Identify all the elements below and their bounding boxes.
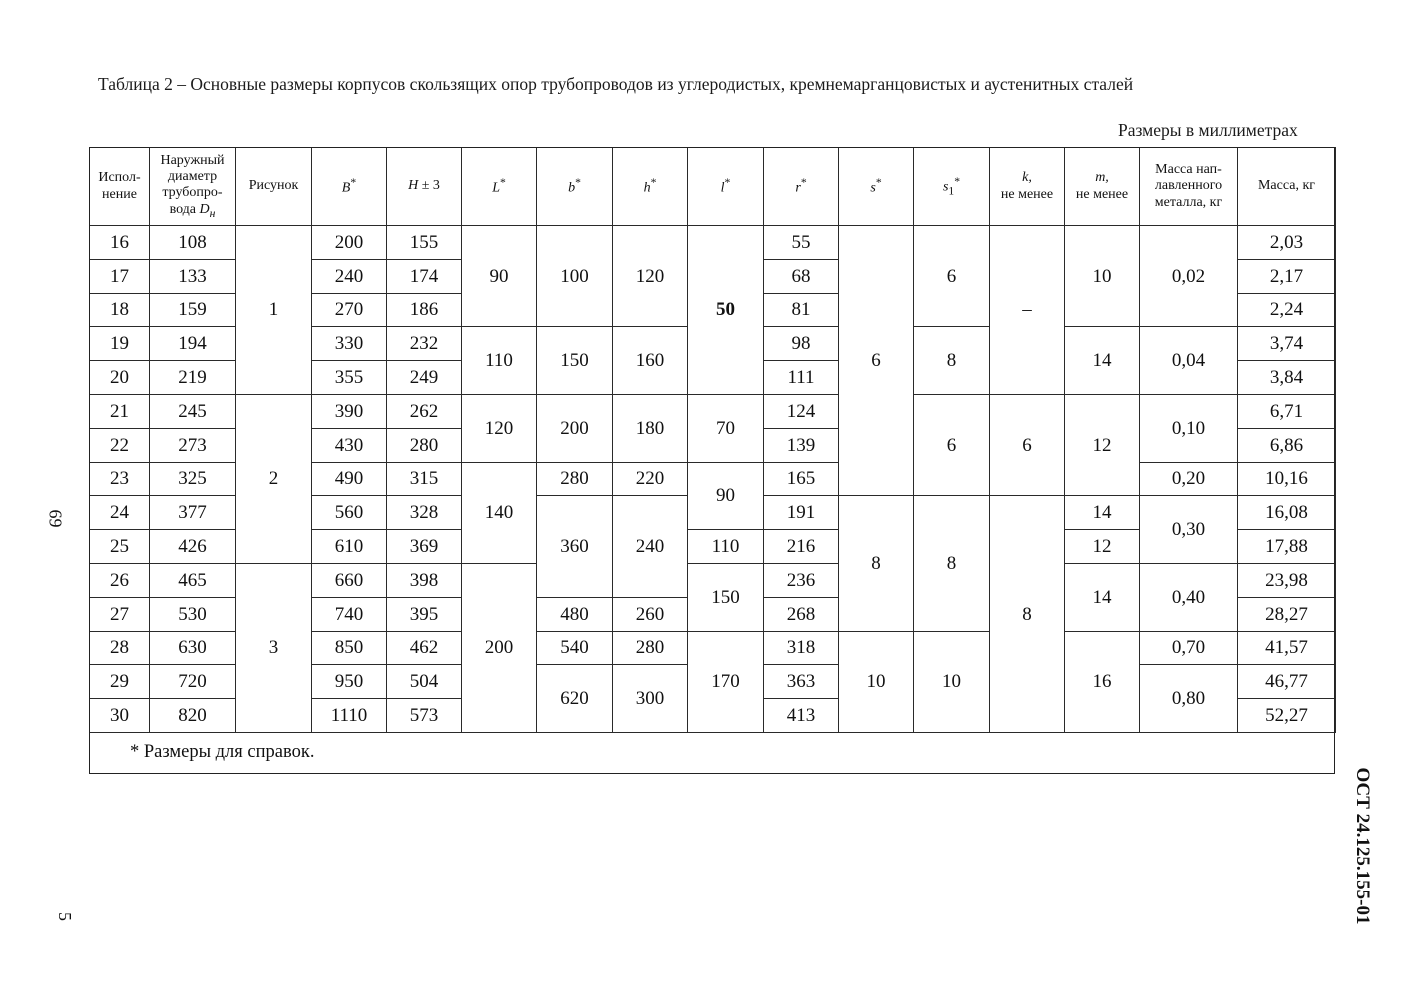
cell-H: 155 — [387, 226, 462, 260]
cell-r: 216 — [764, 530, 839, 564]
cell-k: 6 — [990, 394, 1065, 495]
cell-outer-diameter: 159 — [150, 293, 236, 327]
cell-B: 270 — [312, 293, 387, 327]
cell-outer-diameter: 219 — [150, 361, 236, 395]
cell-b: 150 — [537, 327, 613, 395]
cell-H: 232 — [387, 327, 462, 361]
cell-H: 186 — [387, 293, 462, 327]
cell-outer-diameter: 820 — [150, 699, 236, 733]
header-figure: Рисунок — [236, 148, 312, 226]
cell-B: 1110 — [312, 699, 387, 733]
cell-r: 268 — [764, 597, 839, 631]
cell-b: 480 — [537, 597, 613, 631]
header-m: m, не менее — [1065, 148, 1140, 226]
cell-H: 398 — [387, 563, 462, 597]
header-L: L* — [462, 148, 537, 226]
cell-mass: 2,24 — [1238, 293, 1336, 327]
cell-b: 280 — [537, 462, 613, 496]
cell-B: 330 — [312, 327, 387, 361]
cell-weld-mass: 0,40 — [1140, 563, 1238, 631]
header-s1: $s_1^*$ — [914, 148, 990, 226]
cell-B: 200 — [312, 226, 387, 260]
cell-H: 280 — [387, 428, 462, 462]
cell-ispolnenie: 20 — [90, 361, 150, 395]
cell-l: 90 — [688, 462, 764, 530]
cell-m: 16 — [1065, 631, 1140, 732]
cell-ispolnenie: 25 — [90, 530, 150, 564]
cell-mass: 2,03 — [1238, 226, 1336, 260]
cell-m: 12 — [1065, 394, 1140, 495]
cell-B: 850 — [312, 631, 387, 665]
table-title: Таблица 2 – Основные размеры корпусов скользящих опор трубопроводов из углеродистых, кремнемарганцовистых и аустенитных сталей — [98, 74, 1134, 94]
header-l: l* — [688, 148, 764, 226]
cell-mass: 6,71 — [1238, 394, 1336, 428]
header-ispolnenie: Испол- нение — [90, 148, 150, 226]
cell-h: 220 — [613, 462, 688, 496]
cell-s1: 8 — [914, 327, 990, 395]
cell-l: 70 — [688, 394, 764, 462]
cell-s: 6 — [839, 226, 914, 496]
cell-m: 14 — [1065, 327, 1140, 395]
cell-mass: 3,74 — [1238, 327, 1336, 361]
cell-figure: 3 — [236, 563, 312, 732]
cell-outer-diameter: 273 — [150, 428, 236, 462]
cell-r: 124 — [764, 394, 839, 428]
cell-H: 369 — [387, 530, 462, 564]
cell-r: 68 — [764, 259, 839, 293]
cell-mass: 17,88 — [1238, 530, 1336, 564]
cell-k: – — [990, 226, 1065, 395]
cell-m: 14 — [1065, 563, 1140, 631]
header-weld-mass: Масса нап- лавленного металла, кг — [1140, 148, 1238, 226]
header-H: H ± 3 — [387, 148, 462, 226]
cell-B: 355 — [312, 361, 387, 395]
cell-ispolnenie: 28 — [90, 631, 150, 665]
cell-ispolnenie: 23 — [90, 462, 150, 496]
document-code: ОСТ 24.125.155-01 — [1352, 767, 1373, 925]
cell-B: 950 — [312, 665, 387, 699]
cell-h: 300 — [613, 665, 688, 733]
cell-h: 120 — [613, 226, 688, 327]
header-outer-diameter: Наружный диаметр трубопро- вода $D_н$ — [150, 148, 236, 226]
cell-H: 462 — [387, 631, 462, 665]
header-r: r* — [764, 148, 839, 226]
cell-ispolnenie: 24 — [90, 496, 150, 530]
cell-mass: 3,84 — [1238, 361, 1336, 395]
cell-r: 98 — [764, 327, 839, 361]
cell-outer-diameter: 465 — [150, 563, 236, 597]
cell-outer-diameter: 720 — [150, 665, 236, 699]
cell-h: 240 — [613, 496, 688, 597]
cell-H: 249 — [387, 361, 462, 395]
cell-mass: 10,16 — [1238, 462, 1336, 496]
units-note: Размеры в миллиметрах — [1118, 120, 1298, 140]
cell-r: 111 — [764, 361, 839, 395]
header-b: b* — [537, 148, 613, 226]
cell-mass: 46,77 — [1238, 665, 1336, 699]
page-number-top: 69 — [45, 509, 66, 528]
cell-h: 160 — [613, 327, 688, 395]
cell-mass: 52,27 — [1238, 699, 1336, 733]
cell-B: 740 — [312, 597, 387, 631]
cell-ispolnenie: 30 — [90, 699, 150, 733]
cell-ispolnenie: 21 — [90, 394, 150, 428]
cell-s1: 6 — [914, 226, 990, 327]
cell-weld-mass: 0,70 — [1140, 631, 1238, 665]
header-s: s* — [839, 148, 914, 226]
cell-ispolnenie: 26 — [90, 563, 150, 597]
cell-mass: 28,27 — [1238, 597, 1336, 631]
cell-b: 360 — [537, 496, 613, 597]
cell-l: 110 — [688, 530, 764, 564]
cell-weld-mass: 0,04 — [1140, 327, 1238, 395]
cell-r: 236 — [764, 563, 839, 597]
cell-mass: 16,08 — [1238, 496, 1336, 530]
cell-r: 139 — [764, 428, 839, 462]
page-number-bottom: 5 — [55, 912, 75, 921]
table-frame — [89, 147, 1335, 774]
cell-outer-diameter: 630 — [150, 631, 236, 665]
cell-r: 81 — [764, 293, 839, 327]
cell-k: 8 — [990, 496, 1065, 733]
cell-mass: 23,98 — [1238, 563, 1336, 597]
cell-r: 318 — [764, 631, 839, 665]
cell-outer-diameter: 426 — [150, 530, 236, 564]
cell-B: 660 — [312, 563, 387, 597]
cell-H: 328 — [387, 496, 462, 530]
cell-outer-diameter: 325 — [150, 462, 236, 496]
cell-B: 390 — [312, 394, 387, 428]
cell-outer-diameter: 377 — [150, 496, 236, 530]
cell-B: 560 — [312, 496, 387, 530]
cell-ispolnenie: 17 — [90, 259, 150, 293]
cell-ispolnenie: 27 — [90, 597, 150, 631]
header-h: h* — [613, 148, 688, 226]
cell-weld-mass: 0,80 — [1140, 665, 1238, 733]
cell-outer-diameter: 530 — [150, 597, 236, 631]
cell-B: 610 — [312, 530, 387, 564]
cell-m: 10 — [1065, 226, 1140, 327]
cell-L: 110 — [462, 327, 537, 395]
cell-ispolnenie: 19 — [90, 327, 150, 361]
header-mass: Масса, кг — [1238, 148, 1336, 226]
cell-s: 10 — [839, 631, 914, 732]
header-B: B* — [312, 148, 387, 226]
cell-h: 260 — [613, 597, 688, 631]
cell-outer-diameter: 133 — [150, 259, 236, 293]
cell-H: 395 — [387, 597, 462, 631]
cell-H: 262 — [387, 394, 462, 428]
cell-L: 90 — [462, 226, 537, 327]
cell-B: 240 — [312, 259, 387, 293]
cell-b: 540 — [537, 631, 613, 665]
cell-ispolnenie: 22 — [90, 428, 150, 462]
cell-ispolnenie: 29 — [90, 665, 150, 699]
cell-m: 14 — [1065, 496, 1140, 530]
cell-weld-mass: 0,30 — [1140, 496, 1238, 564]
cell-s1: 8 — [914, 496, 990, 631]
cell-r: 55 — [764, 226, 839, 260]
cell-weld-mass: 0,10 — [1140, 394, 1238, 462]
cell-r: 413 — [764, 699, 839, 733]
cell-weld-mass: 0,02 — [1140, 226, 1238, 327]
cell-s1: 6 — [914, 394, 990, 495]
cell-B: 490 — [312, 462, 387, 496]
cell-s: 8 — [839, 496, 914, 631]
footnote: * Размеры для справок. — [130, 742, 315, 762]
cell-outer-diameter: 108 — [150, 226, 236, 260]
cell-l: 50 — [688, 226, 764, 395]
cell-r: 191 — [764, 496, 839, 530]
cell-H: 174 — [387, 259, 462, 293]
cell-b: 200 — [537, 394, 613, 462]
cell-outer-diameter: 245 — [150, 394, 236, 428]
cell-r: 363 — [764, 665, 839, 699]
cell-H: 315 — [387, 462, 462, 496]
cell-L: 120 — [462, 394, 537, 462]
cell-outer-diameter: 194 — [150, 327, 236, 361]
cell-H: 504 — [387, 665, 462, 699]
cell-s1: 10 — [914, 631, 990, 732]
cell-mass: 2,17 — [1238, 259, 1336, 293]
cell-mass: 6,86 — [1238, 428, 1336, 462]
cell-figure: 1 — [236, 226, 312, 395]
cell-b: 100 — [537, 226, 613, 327]
cell-ispolnenie: 18 — [90, 293, 150, 327]
cell-b: 620 — [537, 665, 613, 733]
cell-figure: 2 — [236, 394, 312, 563]
cell-L: 200 — [462, 563, 537, 732]
cell-h: 180 — [613, 394, 688, 462]
cell-mass: 41,57 — [1238, 631, 1336, 665]
cell-l: 150 — [688, 563, 764, 631]
header-k: k, не менее — [990, 148, 1065, 226]
cell-weld-mass: 0,20 — [1140, 462, 1238, 496]
cell-L: 140 — [462, 462, 537, 563]
cell-B: 430 — [312, 428, 387, 462]
cell-ispolnenie: 16 — [90, 226, 150, 260]
cell-h: 280 — [613, 631, 688, 665]
cell-m: 12 — [1065, 530, 1140, 564]
cell-r: 165 — [764, 462, 839, 496]
cell-H: 573 — [387, 699, 462, 733]
cell-l: 170 — [688, 631, 764, 732]
